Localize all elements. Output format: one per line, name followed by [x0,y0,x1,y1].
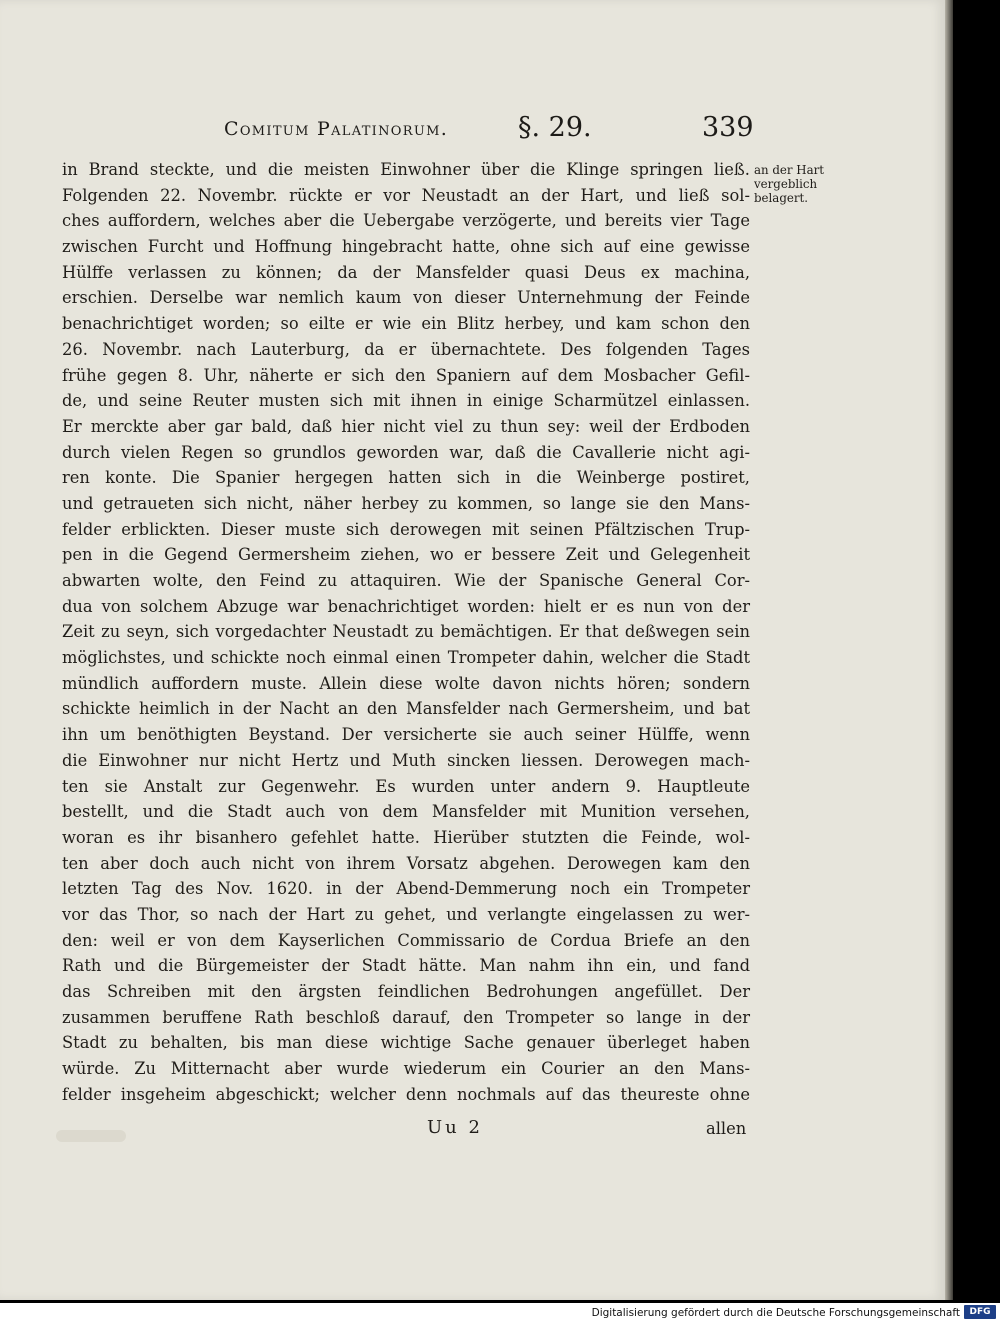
margin-note-line: vergeblich [754,177,818,191]
text-line: Hülffe verlassen zu können; da der Mansfelder quasi Deus ex machina, [62,262,750,282]
text-line: abwarten wolte, den Feind zu attaquiren. Wie der Spanische General Cor- [62,571,750,590]
text-line: Rath und die Bürgemeister der Stadt hätte. Man nahm ihn ein, und fand [62,956,750,976]
text-line: vor das Thor, so nach der Hart zu gehet, und verlangte eingelassen zu wer- [62,904,750,924]
body-text [62,157,750,1107]
text-line: pen in die Gegend Germersheim ziehen, wo er bessere Zeit und Gelegenheit [62,545,750,565]
page-edge [945,0,953,1300]
text-line: Stadt zu behalten, bis man diese wichtige Sache genauer überleget haben [62,1033,750,1053]
text-line: benachrichtiget worden; so eilte er wie ein Blitz herbey, und kam schon den [62,314,750,334]
text-line: ten aber doch auch nicht von ihrem Vorsatz abgehen. Derowegen kam den [62,853,750,873]
page-header [0,108,945,148]
section-number: §. 29. [518,112,592,143]
text-line: und getraueten sich nicht, näher herbey zu kommen, so lange sie den Mans- [62,493,750,513]
footer-credit: Digitalisierung gefördert durch die Deutsche Forschungsgemeinschaft [591,1307,960,1319]
printer-signature: Uu 2 [427,1117,483,1138]
text-line: de, und seine Reuter musten sich mit ihnen in einige Scharmützel einlassen. [62,391,750,411]
text-line: mündlich auffordern muste. Allein diese wolte davon nichts hören; sondern [62,673,750,693]
text-line: bestellt, und die Stadt auch von dem Mansfelder mit Munition versehen, [62,802,750,822]
text-line: die Einwohner nur nicht Hertz und Muth sincken liessen. Derowegen mach- [62,750,750,770]
text-line: zusammen beruffene Rath beschloß darauf, den Trompeter so lange in der [62,1007,750,1027]
text-line: schickte heimlich in der Nacht an den Mansfelder nach Germersheim, und bat [62,699,750,719]
text-line: woran es ihr bisanhero gefehlet hatte. Hierüber stutzten die Feinde, wol- [62,827,750,847]
text-line: frühe gegen 8. Uhr, näherte er sich den Spaniern auf dem Mosbacher Gefil- [62,365,750,385]
text-line: 26. Novembr. nach Lauterburg, da er übernachtete. Des folgenden Tages [62,339,750,359]
text-line: den: weil er von dem Kayserlichen Commissario de Cordua Briefe an den [62,930,750,950]
text-line: das Schreiben mit den ärgsten feindlichen Bedrohungen angefüllet. Der [62,982,750,1001]
margin-note-line: belagert. [754,191,809,205]
catchword: allen [706,1119,747,1138]
margin-note [754,163,844,205]
text-line: Er merckte aber gar bald, daß hier nicht viel zu thun sey: weil der Erdboden [62,416,750,436]
text-line: Zeit zu seyn, sich vorgedachter Neustadt zu bemächtigen. Er that deßwegen sein [62,622,750,642]
dfg-logo: DFG [964,1305,996,1319]
running-title: Comitum Palatinorum. [224,118,449,140]
text-line: möglichstes, und schickte noch einmal einen Trompeter dahin, welcher die Stadt [62,648,750,668]
text-line: erschien. Derselbe war nemlich kaum von dieser Unternehmung der Feinde [62,288,750,308]
text-line: in Brand steckte, und die meisten Einwohner über die Klinge springen ließ. [62,160,750,179]
page-number: 339 [702,112,754,143]
text-line: felder erblickten. Dieser muste sich derowegen mit seinen Pfältzischen Trup- [62,519,750,539]
paper-stain [56,1130,126,1142]
text-line: felder insgeheim abgeschickt; welcher denn nochmals auf das theureste ohne [62,1084,750,1104]
text-line: würde. Zu Mitternacht aber wurde wiederum ein Courier an den Mans- [62,1059,750,1079]
text-line: durch vielen Regen so grundlos geworden war, daß die Cavallerie nicht agi- [62,442,750,462]
margin-note-line: an der Hart [754,163,825,177]
text-line: ches auffordern, welches aber die Uebergabe verzögerte, und bereits vier Tage [62,211,750,231]
text-line: zwischen Furcht und Hoffnung hingebracht hatte, ohne sich auf eine gewisse [62,237,750,257]
text-line: ten sie Anstalt zur Gegenwehr. Es wurden unter andern 9. Hauptleute [62,776,750,796]
text-line: ren konte. Die Spanier hergegen hatten sich in die Weinberge postiret, [62,468,750,488]
text-line: dua von solchem Abzuge war benachrichtiget worden: hielt er es nun von der [62,596,750,616]
text-line: ihn um benöthigten Beystand. Der versicherte sie auch seiner Hülffe, wenn [62,725,750,745]
text-line: letzten Tag des Nov. 1620. in der Abend-Demmerung noch ein Trompeter [62,879,750,899]
text-line: Folgenden 22. Novembr. rückte er vor Neustadt an der Hart, und ließ sol- [62,185,750,205]
